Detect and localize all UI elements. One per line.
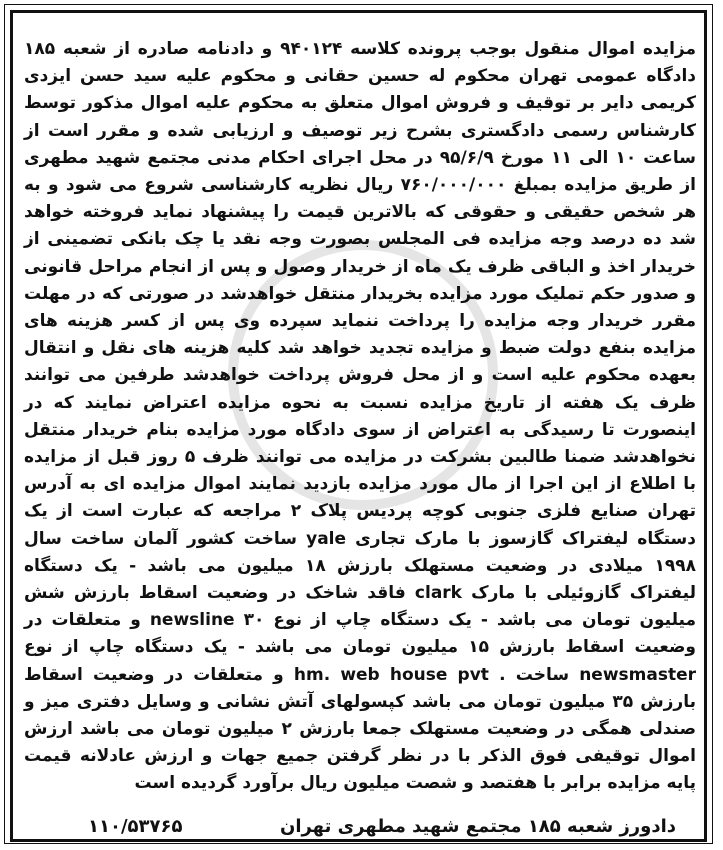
notice-code: ۱۱۰/۵۳۷۶۵	[88, 816, 183, 837]
notice-body	[24, 36, 696, 798]
notice-body-text: مزایده اموال منقول بوجب پرونده کلاسه ۹۴۰۱۲۴ و دادنامه صادره از شعبه ۱۸۵ دادگاه عمومی تهران محکوم له حسین حقانی و محکوم علیه سید حسن ایزدی کریمی دایر بر توقیف و فروش اموال متعلق به محکوم علیه اموال مذکور توسط کارشناس رسمی دادگستری بشرح زیر توصیف و ارزیابی شده و مقرر است از ساعت ۱۰ الی ۱۱ مورخ ۹۵/۶/۹ در محل اجرای احکام مدنی مجتمع شهید مطهری از طریق مزایده بمبلغ ۷۶۰/۰۰۰/۰۰۰ ریال نظریه کارشناسی شروع می شود و به هر شخص حقیقی و حقوقی که بالاترین قیمت را پیشنهاد نماید فروخته خواهد شد ده درصد وجه مزایده فی المجلس بصورت وجه نقد یا چک بانکی تضمینی از خریدار اخذ و الباقی ظرف یک ماه از خریدار وصول و پس از انجام مراحل قانونی و صدور حکم تملیک مورد مزایده بخریدار منتقل خواهدشد در صورتی که در مهلت مقرر خریدار وجه مزایده را پرداخت ننماید سپرده وی پس از کسر هزینه های مزایده بنفع دولت ضبط و مزایده تجدید خواهد شد کلیه هزینه های نقل و انتقال بعهده محکوم علیه است و از محل فروش پرداخت خواهدشد طرفین می توانند ظرف یک هفته از تاریخ مزایده نسبت به نحوه مزایده اعتراض نمایند که در اینصورت تا رسیدگی به اعتراض از سوی دادگاه مورد مزایده بنام خریدار منتقل نخواهدشد ضمنا طالبین بشرکت در مزایده می توانند ظرف ۵ روز قبل از مزایده با اطلاع از این اجرا از مال مورد مزایده بازدید نمایند اموال مزایده ای به آدرس تهران صنایع فلزی جنوبی کوچه پردیس پلاک ۲ مراجعه که عبارت است از یک دستگاه لیفتراک گازسوز با مارک تجاری yale ساخت کشور آلمان ساخت سال ۱۹۹۸ میلادی در وضعیت مستهلک بارزش ۱۸ میلیون می باشد - یک دستگاه لیفتراک گازوئیلی با مارک clark فاقد شاخک در وضعیت اسقاط بارزش شش میلیون تومان می باشد - یک دستگاه چاپ از نوع ۳۰ newsline و متعلقات در وضعیت اسقاط بارزش ۱۵ میلیون تومان می باشد - یک دستگاه چاپ از نوع newsmaster ساخت . hm. web house pvt و متعلقات در وضعیت اسقاط بارزش ۳۵ میلیون تومان می باشد کپسولهای آتش نشانی و وسایل دفتری میز و صندلی همگی در وضعیت مستهلک جمعا بارزش ۲ میلیون تومان می باشد ارزش اموال توقیفی فوق الذکر با در نظر گرفتن جمیع جهات و ارزش عادلانه قیمت پایه مزایده برابر با هفتصد و شصت میلیون ریال برآورد گردیده است	[24, 39, 697, 794]
notice-footer	[24, 816, 696, 842]
issuer-signature: دادورز شعبه ۱۸۵ مجتمع شهید مطهری تهران	[279, 816, 676, 837]
